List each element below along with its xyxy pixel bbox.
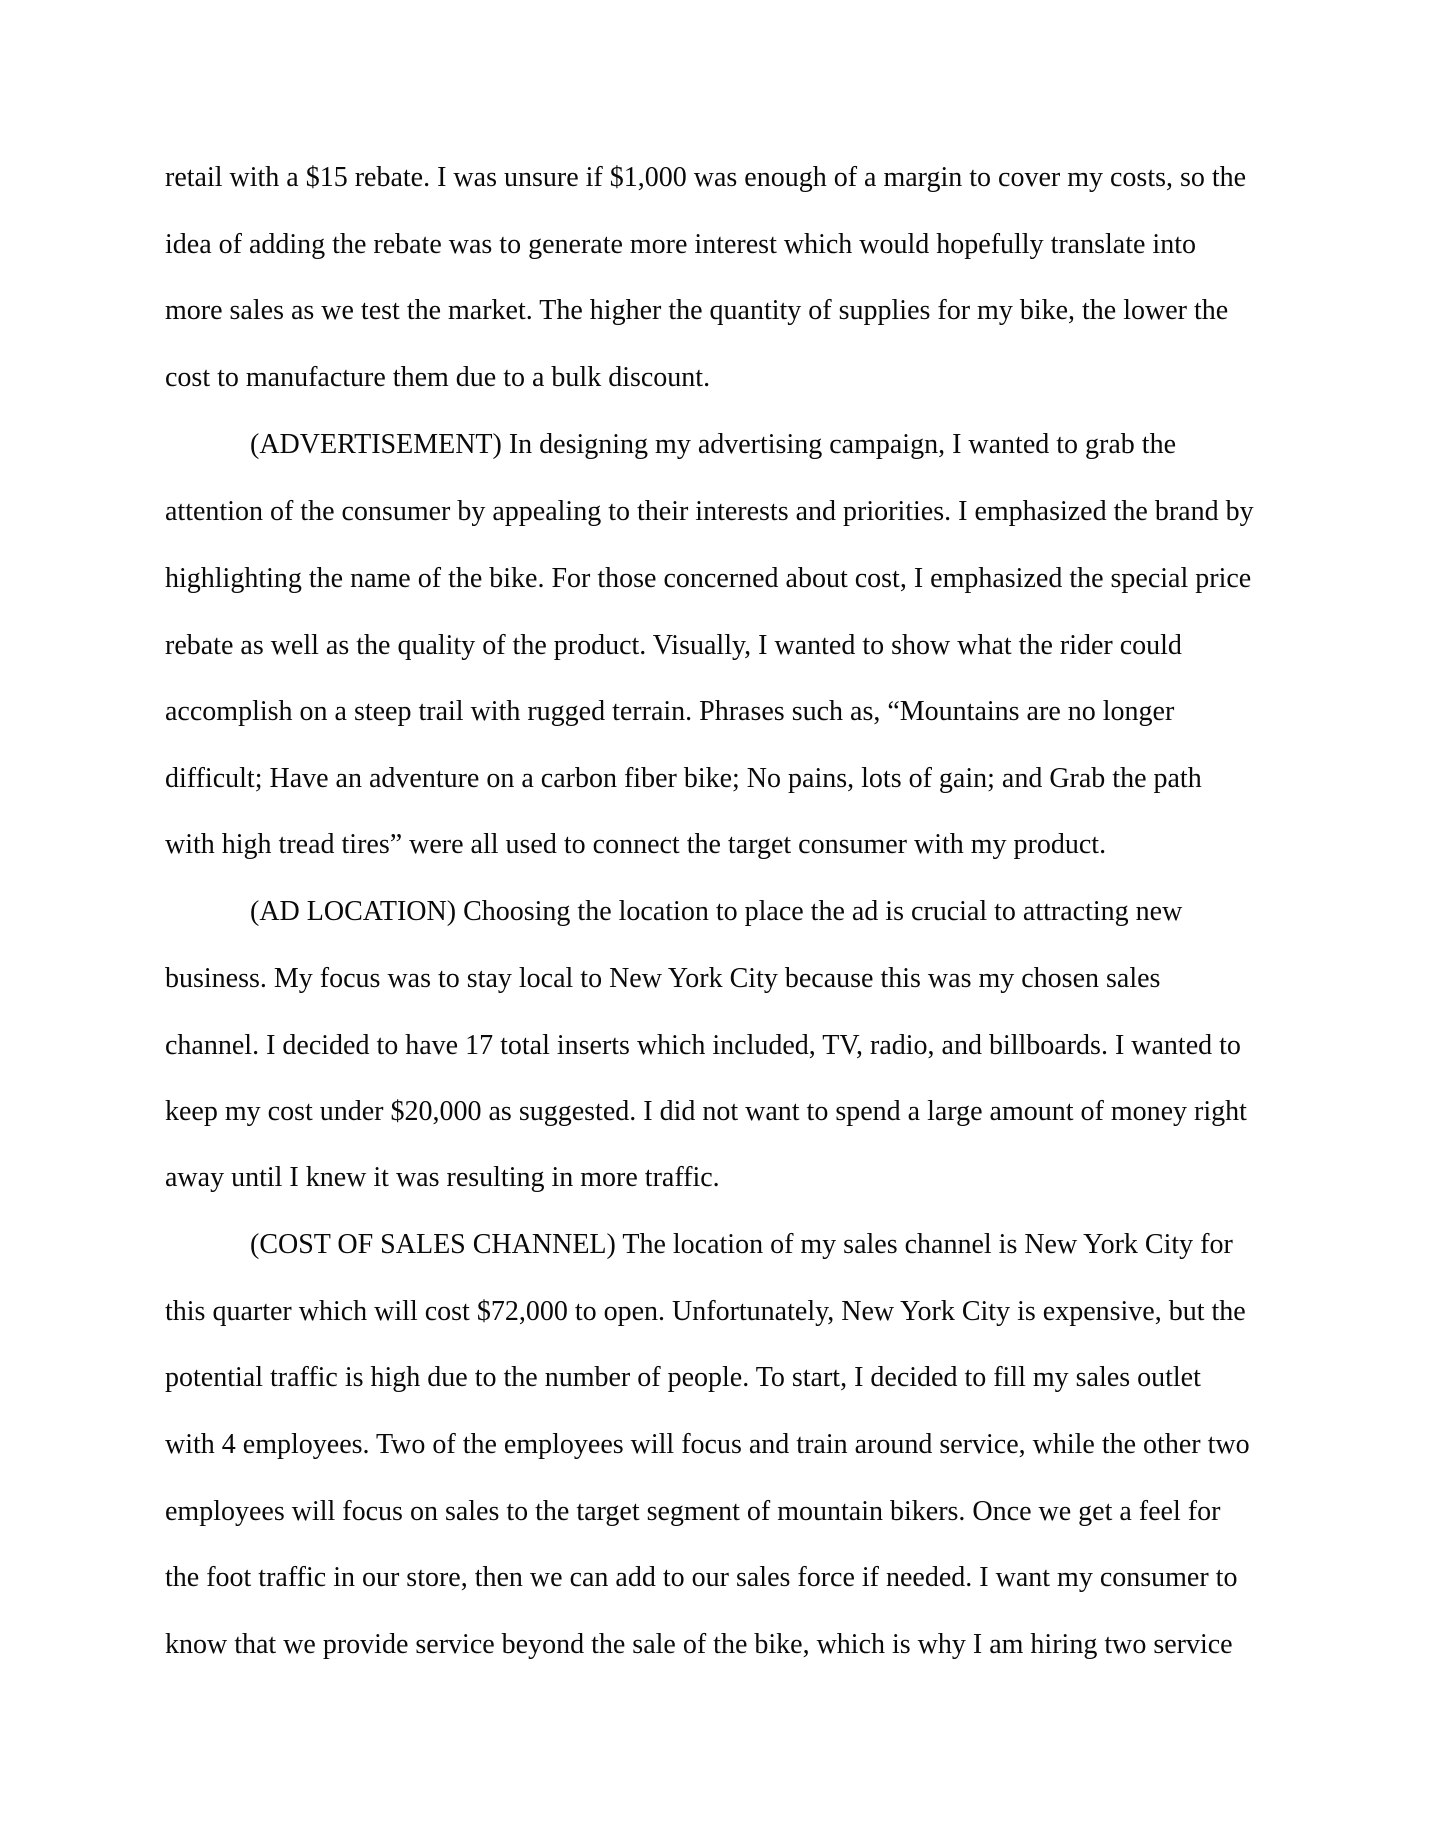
text-line-16: away until I knew it was resulting in more traffic. <box>165 1162 720 1193</box>
text-line-9: accomplish on a steep trail with rugged terrain. Phrases such as, “Mountains are no longer <box>165 696 1175 727</box>
text-line-8: rebate as well as the quality of the product. Visually, I wanted to show what the rider could <box>165 630 1182 661</box>
text-line-7: highlighting the name of the bike. For those concerned about cost, I emphasized the special price <box>165 563 1252 594</box>
text-line-10: difficult; Have an adventure on a carbon fiber bike; No pains, lots of gain; and Grab the path <box>165 763 1202 794</box>
text-line-4: cost to manufacture them due to a bulk discount. <box>165 362 711 393</box>
paragraph-cost-of-sales-channel-start: (COST OF SALES CHANNEL) The location of my sales channel is New York City for <box>250 1229 1233 1260</box>
text-line-20: with 4 employees. Two of the employees will focus and train around service, while the other two <box>165 1429 1250 1460</box>
text-line-15: keep my cost under $20,000 as suggested. I did not want to spend a large amount of money right <box>165 1096 1247 1127</box>
text-line-23: know that we provide service beyond the sale of the bike, which is why I am hiring two service <box>165 1629 1233 1660</box>
text-line-14: channel. I decided to have 17 total inserts which included, TV, radio, and billboards. I wanted to <box>165 1030 1241 1061</box>
text-line-6: attention of the consumer by appealing to their interests and priorities. I emphasized the brand by <box>165 496 1254 527</box>
text-line-1: retail with a $15 rebate. I was unsure if $1,000 was enough of a margin to cover my costs, so the <box>165 162 1247 193</box>
text-line-13: business. My focus was to stay local to New York City because this was my chosen sales <box>165 963 1161 994</box>
text-line-22: the foot traffic in our store, then we can add to our sales force if needed. I want my consumer to <box>165 1562 1238 1593</box>
paragraph-ad-location-start: (AD LOCATION) Choosing the location to place the ad is crucial to attracting new <box>250 896 1183 927</box>
text-line-2: idea of adding the rebate was to generate more interest which would hopefully translate into <box>165 229 1196 260</box>
text-line-11: with high tread tires” were all used to connect the target consumer with my product. <box>165 829 1107 860</box>
text-line-21: employees will focus on sales to the target segment of mountain bikers. Once we get a feel for <box>165 1496 1221 1527</box>
paragraph-advertisement-start: (ADVERTISEMENT) In designing my advertising campaign, I wanted to grab the <box>250 429 1176 460</box>
text-line-3: more sales as we test the market. The higher the quantity of supplies for my bike, the lower the <box>165 295 1229 326</box>
text-line-18: this quarter which will cost $72,000 to open. Unfortunately, New York City is expensive, but the <box>165 1296 1246 1327</box>
text-line-19: potential traffic is high due to the number of people. To start, I decided to fill my sales outlet <box>165 1362 1201 1393</box>
